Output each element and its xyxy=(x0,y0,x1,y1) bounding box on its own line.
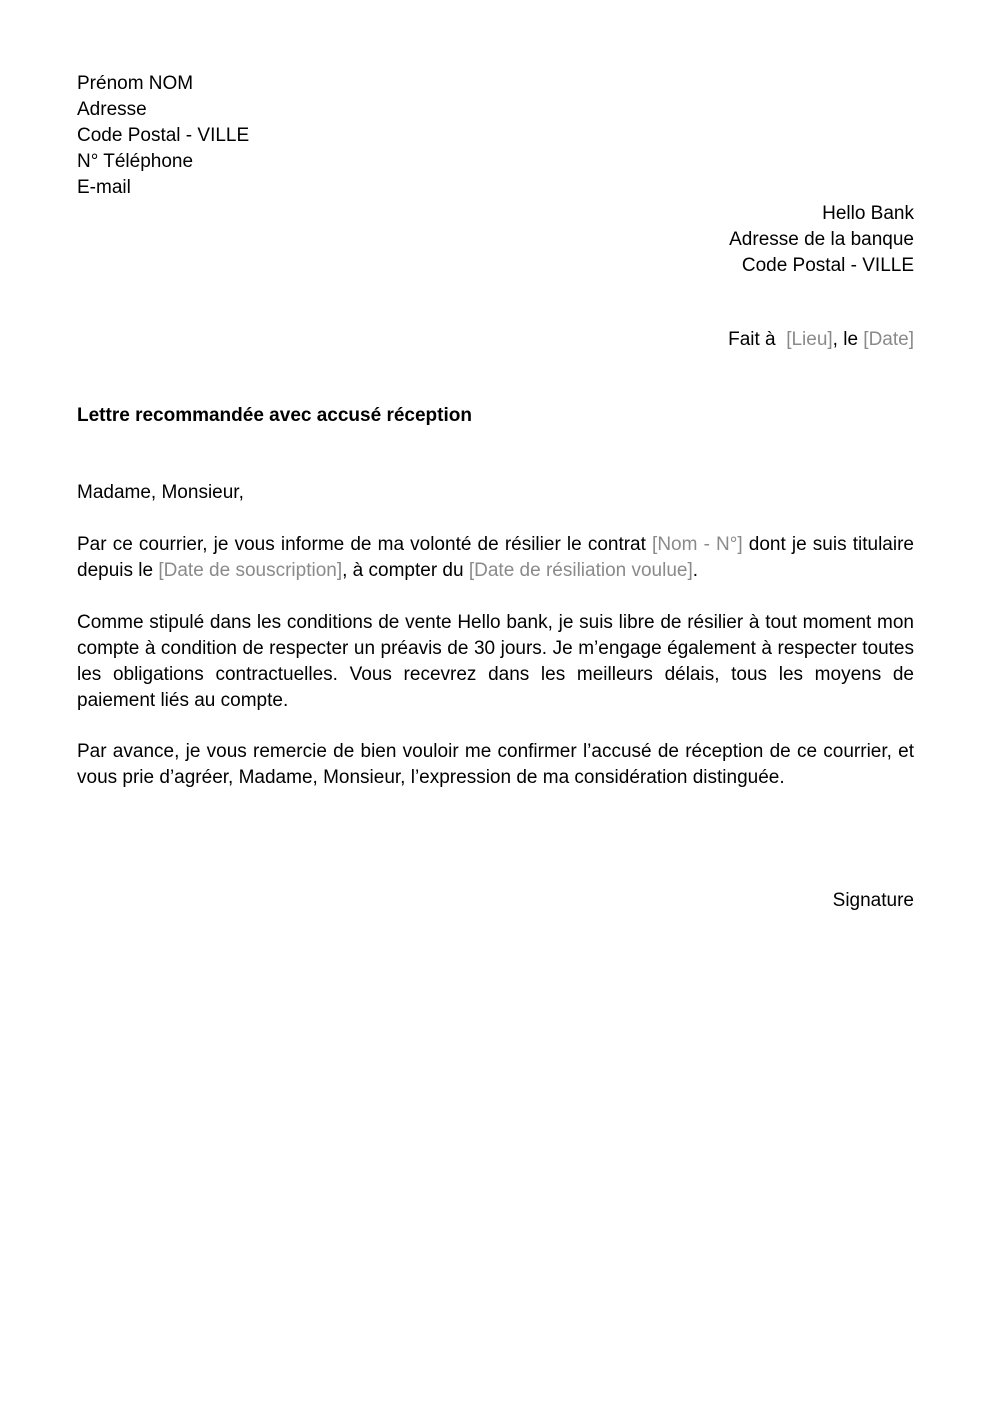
date-placeholder: [Date] xyxy=(863,329,914,350)
recipient-postal-city: Code Postal - VILLE xyxy=(741,255,914,276)
sender-block xyxy=(77,71,914,201)
dateline-middle: , le xyxy=(832,329,864,350)
place-date-line xyxy=(77,327,914,353)
sender-address: Adresse xyxy=(77,99,147,120)
place-placeholder: [Lieu] xyxy=(786,329,833,350)
sender-phone: N° Téléphone xyxy=(77,151,194,172)
subscription-date-placeholder: [Date de souscription] xyxy=(158,560,343,581)
sender-name: Prénom NOM xyxy=(77,73,194,94)
recipient-block xyxy=(77,201,914,279)
recipient-name: Hello Bank xyxy=(822,203,914,224)
letter-subject: Lettre recommandée avec accusé réception xyxy=(77,405,472,426)
para1-text-4: . xyxy=(692,560,699,581)
paragraph-1 xyxy=(77,532,914,584)
contract-placeholder: [Nom - N°] xyxy=(652,534,743,555)
para1-text-3: , à compter du xyxy=(342,560,469,581)
paragraph-2: Comme stipulé dans les conditions de vente Hello bank, je suis libre de résilier à tout moment mon compte à condition de respecter un préavis de 30 jours. Je m’engage également à respecter toutes les obligations contractuelles. Vous recevrez dans les meilleurs délais, tous les moyens de paiement liés au compte. xyxy=(77,612,914,711)
dateline-prefix: Fait à xyxy=(728,329,781,350)
termination-date-placeholder: [Date de résiliation voulue] xyxy=(468,560,693,581)
sender-postal-city: Code Postal - VILLE xyxy=(77,125,250,146)
para1-text-2: dont je suis titulaire depuis le xyxy=(77,534,914,581)
salutation: Madame, Monsieur, xyxy=(77,482,244,503)
paragraph-3: Par avance, je vous remercie de bien vouloir me confirmer l’accusé de réception de ce courrier, et vous prie d’agréer, Madame, Monsieur, l’expression de ma considération distinguée. xyxy=(77,741,914,788)
para1-text-1: Par ce courrier, je vous informe de ma volonté de résilier le contrat xyxy=(77,534,653,555)
sender-email: E-mail xyxy=(77,177,131,198)
recipient-address: Adresse de la banque xyxy=(729,229,914,250)
signature-label: Signature xyxy=(832,890,914,911)
